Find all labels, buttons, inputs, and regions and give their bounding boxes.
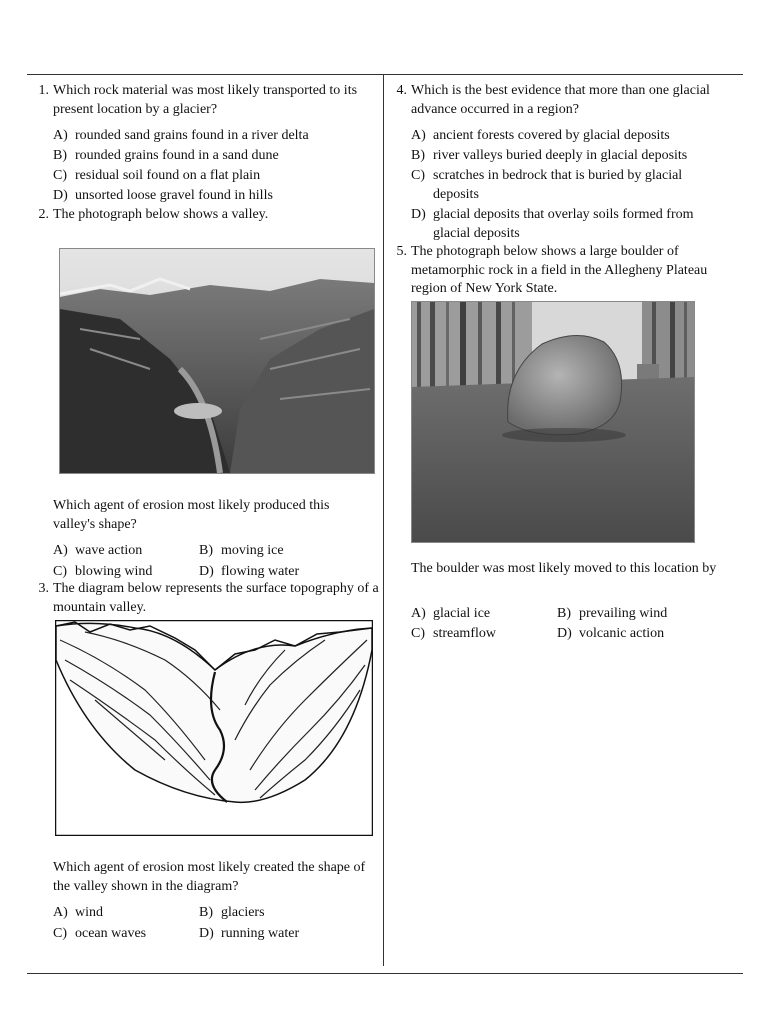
choice-text: glacial ice [433, 606, 491, 621]
choice-letter: D) [199, 564, 214, 579]
choice-b[interactable] [557, 605, 667, 624]
choice-d[interactable] [199, 563, 299, 582]
question-text: Which is the best evidence that more than one glacial advance occurred in a region? [411, 83, 710, 117]
boulder-photo-image [412, 302, 694, 542]
question-number: 1. [38, 83, 49, 98]
choice-text: ancient forests covered by glacial deposits [433, 128, 670, 143]
choice-text: rounded grains found in a sand dune [75, 148, 279, 163]
choice-a[interactable] [53, 127, 309, 146]
question-text: Which agent of erosion most likely created the shape of the valley shown in the diagram? [53, 860, 366, 894]
choice-letter: A) [53, 543, 68, 558]
choice-a[interactable] [53, 904, 103, 923]
choice-text: glacial deposits that overlay soils formed from glacial deposits [433, 207, 694, 241]
choice-letter: A) [53, 128, 68, 143]
choice-letter: B) [557, 606, 571, 621]
choice-a[interactable] [411, 127, 670, 146]
choice-d[interactable] [199, 925, 299, 944]
choice-letter: D) [411, 207, 426, 222]
question-intro: The photograph below shows a valley. [53, 207, 269, 222]
choice-text: ocean waves [75, 926, 147, 941]
choice-letter: C) [53, 168, 67, 183]
valley-photo-image [60, 249, 374, 473]
choice-text: moving ice [221, 543, 284, 558]
valley-photograph [59, 248, 375, 474]
choice-c[interactable] [53, 167, 260, 186]
question-text: Which rock material was most likely transported to its present location by a glacier? [53, 83, 358, 117]
valley-diagram-image [55, 620, 373, 836]
choice-text: unsorted loose gravel found in hills [75, 188, 273, 203]
choice-text: prevailing wind [579, 606, 668, 621]
question-text: Which agent of erosion most likely produced this valley's shape? [53, 498, 330, 532]
choice-letter: C) [53, 926, 67, 941]
choice-d[interactable] [557, 625, 664, 644]
question-text: The boulder was most likely moved to this location by [411, 561, 717, 576]
question-intro: The diagram below represents the surface topography of a mountain valley. [53, 581, 379, 615]
choice-b[interactable] [199, 904, 265, 923]
choice-letter: A) [411, 128, 426, 143]
choice-text: residual soil found on a flat plain [75, 168, 261, 183]
choice-text: volcanic action [579, 626, 665, 641]
choice-text: rounded sand grains found in a river delta [75, 128, 309, 143]
choice-letter: D) [199, 926, 214, 941]
choice-text: scratches in bedrock that is buried by glacial deposits [433, 168, 683, 202]
choice-a[interactable] [411, 605, 490, 624]
choice-letter: A) [411, 606, 426, 621]
choice-c[interactable] [53, 563, 152, 582]
question-number: 3. [38, 581, 49, 596]
valley-topography-diagram [55, 620, 373, 836]
choice-b[interactable] [199, 542, 284, 561]
choice-letter: D) [53, 188, 68, 203]
choice-text: blowing wind [75, 564, 153, 579]
choice-letter: B) [199, 905, 213, 920]
bottom-rule [27, 973, 743, 974]
boulder-photograph [411, 301, 695, 543]
question-number: 2. [38, 207, 49, 222]
choice-b[interactable] [411, 147, 687, 166]
choice-letter: C) [53, 564, 67, 579]
question-number: 5. [396, 244, 407, 259]
choice-letter: B) [411, 148, 425, 163]
column-divider [383, 74, 384, 966]
choice-letter: B) [53, 148, 67, 163]
choice-text: flowing water [221, 564, 300, 579]
choice-c[interactable] [411, 625, 496, 644]
top-rule [27, 74, 743, 75]
choice-d[interactable] [53, 187, 273, 206]
choice-a[interactable] [53, 542, 142, 561]
choice-text: wave action [75, 543, 143, 558]
choice-letter: D) [557, 626, 572, 641]
choice-text: running water [221, 926, 300, 941]
choice-letter: C) [411, 626, 425, 641]
choice-letter: C) [411, 168, 425, 183]
choice-c[interactable] [53, 925, 146, 944]
choice-text: streamflow [433, 626, 496, 641]
question-number: 4. [396, 83, 407, 98]
choice-letter: A) [53, 905, 68, 920]
question-intro: The photograph below shows a large boulder of metamorphic rock in a field in the Allegheny Plateau region of New York State. [411, 244, 708, 296]
choice-text: glaciers [221, 905, 265, 920]
choice-b[interactable] [53, 147, 279, 166]
choice-text: river valleys buried deeply in glacial deposits [433, 148, 688, 163]
choice-text: wind [75, 905, 103, 920]
choice-letter: B) [199, 543, 213, 558]
